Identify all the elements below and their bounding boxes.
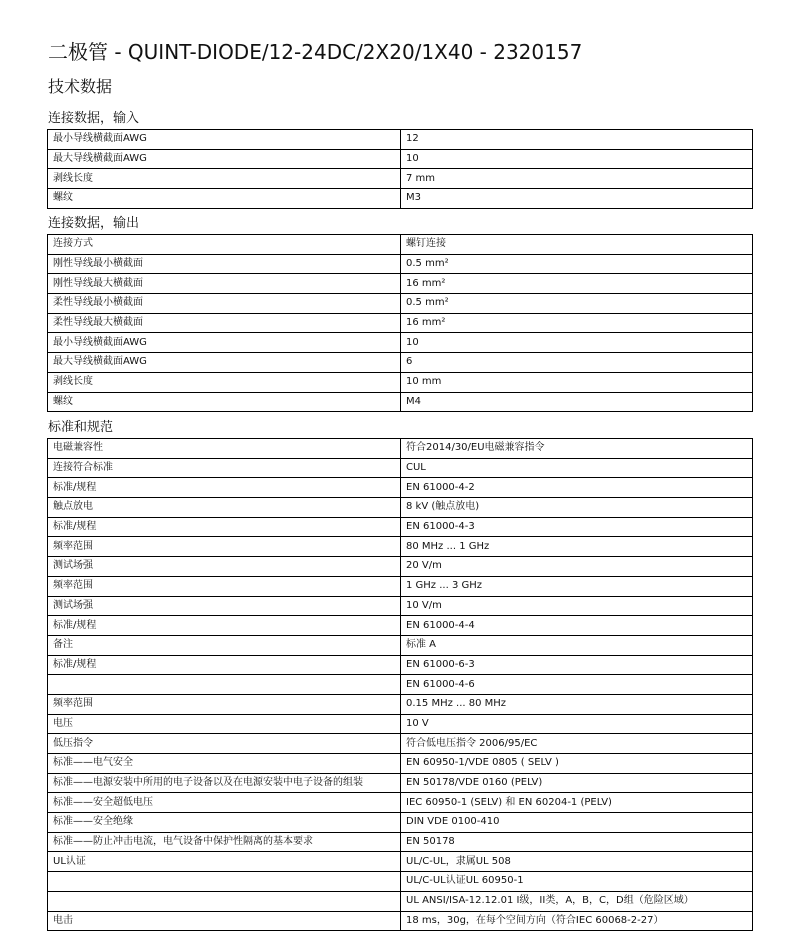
spec-value: UL ANSI/ISA-12.12.01 I级，II类，A，B，C，D组（危险区域） [401,891,753,911]
spec-value: EN 50178/VDE 0160 (PELV) [401,773,753,793]
spec-value: IEC 60950-1 (SELV) 和 EN 60204-1 (PELV) [401,793,753,813]
spec-key: 最大导线横截面AWG [48,353,401,373]
spec-value: 10 mm [401,372,753,392]
spec-key: 标准/规程 [48,517,401,537]
table-row [48,169,753,189]
spec-key: 电压 [48,714,401,734]
table-row [48,392,753,412]
spec-value: UL/C-UL认证UL 60950-1 [401,872,753,892]
table-row [48,616,753,636]
spec-value: UL/C-UL，隶属UL 508 [401,852,753,872]
spec-key: 柔性导线最大横截面 [48,313,401,333]
spec-key: 螺纹 [48,189,401,209]
table-row [48,596,753,616]
table-row [48,813,753,833]
spec-key: UL认证 [48,852,401,872]
spec-key: 频率范围 [48,694,401,714]
spec-value: 螺钉连接 [401,235,753,255]
spec-key: 连接符合标准 [48,458,401,478]
spec-value: 1 GHz ... 3 GHz [401,576,753,596]
table-row [48,734,753,754]
spec-key: 螺纹 [48,392,401,412]
spec-key: 测试场强 [48,596,401,616]
spec-value: EN 61000-4-2 [401,478,753,498]
spec-value: 0.5 mm² [401,254,753,274]
table-row [48,294,753,314]
spec-value: 8 kV (触点放电) [401,498,753,518]
table-row [48,537,753,557]
table-row [48,189,753,209]
spec-key: 标准——防止冲击电流，电气设备中保护性隔离的基本要求 [48,832,401,852]
table-row [48,754,753,774]
spec-value: M4 [401,392,753,412]
table-row [48,313,753,333]
table-row [48,773,753,793]
spec-key: 标准——安全超低电压 [48,793,401,813]
spec-value: EN 61000-4-3 [401,517,753,537]
spec-value: 20 V/m [401,557,753,577]
spec-value: 10 V/m [401,596,753,616]
table-row [48,557,753,577]
spec-key: 柔性导线最小横截面 [48,294,401,314]
spec-key: 标准/规程 [48,478,401,498]
spec-value: 10 [401,333,753,353]
spec-value: 标准 A [401,635,753,655]
spec-key: 最小导线横截面AWG [48,130,401,150]
table-row [48,439,753,459]
spec-key: 刚性导线最大横截面 [48,274,401,294]
section-heading: 标准和规范 [48,420,114,435]
spec-value: 7 mm [401,169,753,189]
spec-key: 触点放电 [48,498,401,518]
table-row [48,891,753,911]
table-row [48,635,753,655]
spec-key [48,891,401,911]
table-row [48,655,753,675]
spec-key: 测试场强 [48,557,401,577]
section-heading: 连接数据，输入 [48,111,140,126]
page-title: 二极管 - QUINT-DIODE/12-24DC/2X20/1X40 - 2320157 [48,40,583,64]
spec-value: CUL [401,458,753,478]
table-row [48,458,753,478]
table-row [48,675,753,695]
spec-key: 标准——电源安装中所用的电子设备以及在电源安装中电子设备的组装 [48,773,401,793]
table-row [48,694,753,714]
spec-key [48,872,401,892]
spec-value: 80 MHz ... 1 GHz [401,537,753,557]
spec-key: 频率范围 [48,537,401,557]
spec-key: 电磁兼容性 [48,439,401,459]
spec-value: 符合低电压指令 2006/95/EC [401,734,753,754]
page-subtitle: 技术数据 [48,77,113,96]
spec-key: 刚性导线最小横截面 [48,254,401,274]
spec-key: 最小导线横截面AWG [48,333,401,353]
table-row [48,911,753,931]
spec-key: 标准/规程 [48,616,401,636]
spec-value: EN 50178 [401,832,753,852]
table-row [48,498,753,518]
table-row [48,517,753,537]
table-row [48,714,753,734]
table-row [48,576,753,596]
spec-key [48,675,401,695]
spec-value: 6 [401,353,753,373]
table-row [48,852,753,872]
spec-value: 0.5 mm² [401,294,753,314]
table-row [48,235,753,255]
spec-key: 连接方式 [48,235,401,255]
table-row [48,372,753,392]
spec-value: EN 61000-6-3 [401,655,753,675]
spec-value: EN 61000-4-4 [401,616,753,636]
table-row [48,333,753,353]
spec-key: 最大导线横截面AWG [48,149,401,169]
spec-table [47,438,753,931]
spec-key: 剥线长度 [48,372,401,392]
table-row [48,478,753,498]
spec-key: 频率范围 [48,576,401,596]
section-heading: 连接数据，输出 [48,216,140,231]
spec-key: 标准——安全绝缘 [48,813,401,833]
table-row [48,254,753,274]
spec-key: 低压指令 [48,734,401,754]
table-row [48,130,753,150]
table-row [48,832,753,852]
table-row [48,793,753,813]
spec-table [47,129,753,209]
spec-value: 16 mm² [401,313,753,333]
spec-key: 备注 [48,635,401,655]
spec-key: 标准/规程 [48,655,401,675]
table-row [48,872,753,892]
spec-value: 10 [401,149,753,169]
spec-value: 16 mm² [401,274,753,294]
spec-value: DIN VDE 0100-410 [401,813,753,833]
spec-value: EN 61000-4-6 [401,675,753,695]
spec-value: 18 ms，30g，在每个空间方向（符合IEC 60068-2-27） [401,911,753,931]
spec-value: 10 V [401,714,753,734]
spec-key: 剥线长度 [48,169,401,189]
spec-table [47,234,753,412]
spec-value: M3 [401,189,753,209]
spec-key: 标准——电气安全 [48,754,401,774]
spec-value: 0.15 MHz ... 80 MHz [401,694,753,714]
spec-value: 12 [401,130,753,150]
table-row [48,149,753,169]
table-row [48,274,753,294]
spec-value: 符合2014/30/EU电磁兼容指令 [401,439,753,459]
spec-value: EN 60950-1/VDE 0805 ( SELV ) [401,754,753,774]
table-row [48,353,753,373]
spec-key: 电击 [48,911,401,931]
